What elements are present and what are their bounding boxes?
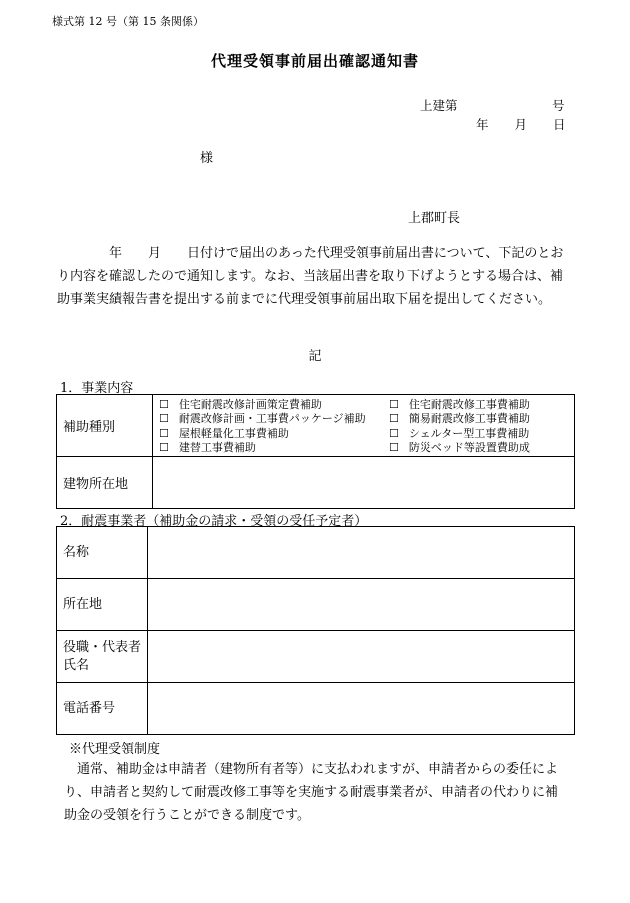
contractor-table [56, 526, 575, 735]
representative-field[interactable] [148, 631, 575, 683]
section2-heading: 2．耐震事業者（補助金の請求・受領の受任予定者） [60, 514, 368, 529]
ki-heading: 記 [308, 349, 322, 364]
checkbox-icon[interactable]: ☐ [159, 412, 169, 425]
document-title: 代理受領事前届出確認通知書 [210, 52, 419, 70]
option-label: 屋根軽量化工事費補助 [178, 426, 289, 440]
option-label: 耐震改修計画・工事費パッケージ補助 [178, 412, 366, 425]
subsidy-type-label: 補助種別 [57, 395, 153, 457]
form-number: 様式第 12 号（第 15 条関係） [52, 15, 204, 28]
checkbox-icon[interactable]: ☐ [389, 426, 399, 440]
option-checkbox[interactable] [159, 398, 389, 413]
document-number-suffix: 号 [552, 98, 565, 113]
option-checkbox[interactable] [159, 412, 389, 427]
issue-date [476, 115, 566, 133]
phone-label: 電話番号 [57, 683, 148, 735]
option-label: 防災ベッド等設置費助成 [408, 441, 530, 454]
address-label: 所在地 [57, 579, 148, 631]
subsidy-type-options [153, 395, 575, 457]
name-label: 名称 [57, 527, 148, 579]
checkbox-icon[interactable]: ☐ [159, 397, 169, 411]
option-checkbox[interactable] [159, 441, 389, 456]
building-location-label: 建物所在地 [57, 457, 153, 509]
checkbox-icon[interactable]: ☐ [389, 441, 399, 454]
option-label: 簡易耐震改修工事費補助 [408, 412, 530, 425]
section1-heading: 1．事業内容 [60, 381, 134, 396]
checkbox-icon[interactable]: ☐ [389, 412, 399, 425]
option-label: 住宅耐震改修工事費補助 [408, 397, 530, 411]
checkbox-icon[interactable]: ☐ [389, 397, 399, 411]
recipient-suffix: 様 [200, 151, 214, 166]
option-label: 住宅耐震改修計画策定費補助 [178, 397, 322, 411]
note-body: 通常、補助金は申請者（建物所有者等）に支払われますが、申請者からの委任により、申請者と契約して耐震改修工事等を実施する耐震事業者が、申請者の代わりに補助金の受領を行うことができる制度です。 [64, 762, 559, 823]
address-field[interactable] [148, 579, 575, 631]
checkbox-icon[interactable]: ☐ [159, 441, 169, 454]
building-location-field[interactable] [153, 457, 575, 509]
document-number-prefix: 上建第 [420, 98, 458, 113]
date-day: 日 [553, 117, 566, 132]
issuer: 上郡町長 [408, 211, 461, 226]
phone-field[interactable] [148, 683, 575, 735]
note-title: ※代理受領制度 [69, 742, 161, 757]
option-checkbox[interactable] [389, 412, 589, 427]
option-checkbox[interactable] [159, 427, 389, 442]
body-paragraph: 年 月 日付けで届出のあった代理受領事前届出書について、下記のとおり内容を確認したので通知します。なお、当該届出書を取り下げようとする場合は、補助事業実績報告書を提出する前までに代理受領事前届出取下届を提出してください。 [57, 246, 564, 307]
checkbox-icon[interactable]: ☐ [159, 426, 169, 440]
option-checkbox[interactable] [389, 427, 589, 442]
option-label: シェルター型工事費補助 [408, 426, 530, 440]
date-year: 年 [476, 117, 489, 132]
option-checkbox[interactable] [389, 398, 589, 413]
option-checkbox[interactable] [389, 441, 589, 456]
date-month: 月 [514, 117, 528, 132]
option-label: 建替工事費補助 [178, 441, 256, 454]
business-content-table [56, 394, 575, 509]
representative-label: 役職・代表者氏名 [57, 631, 148, 683]
name-field[interactable] [148, 527, 575, 579]
